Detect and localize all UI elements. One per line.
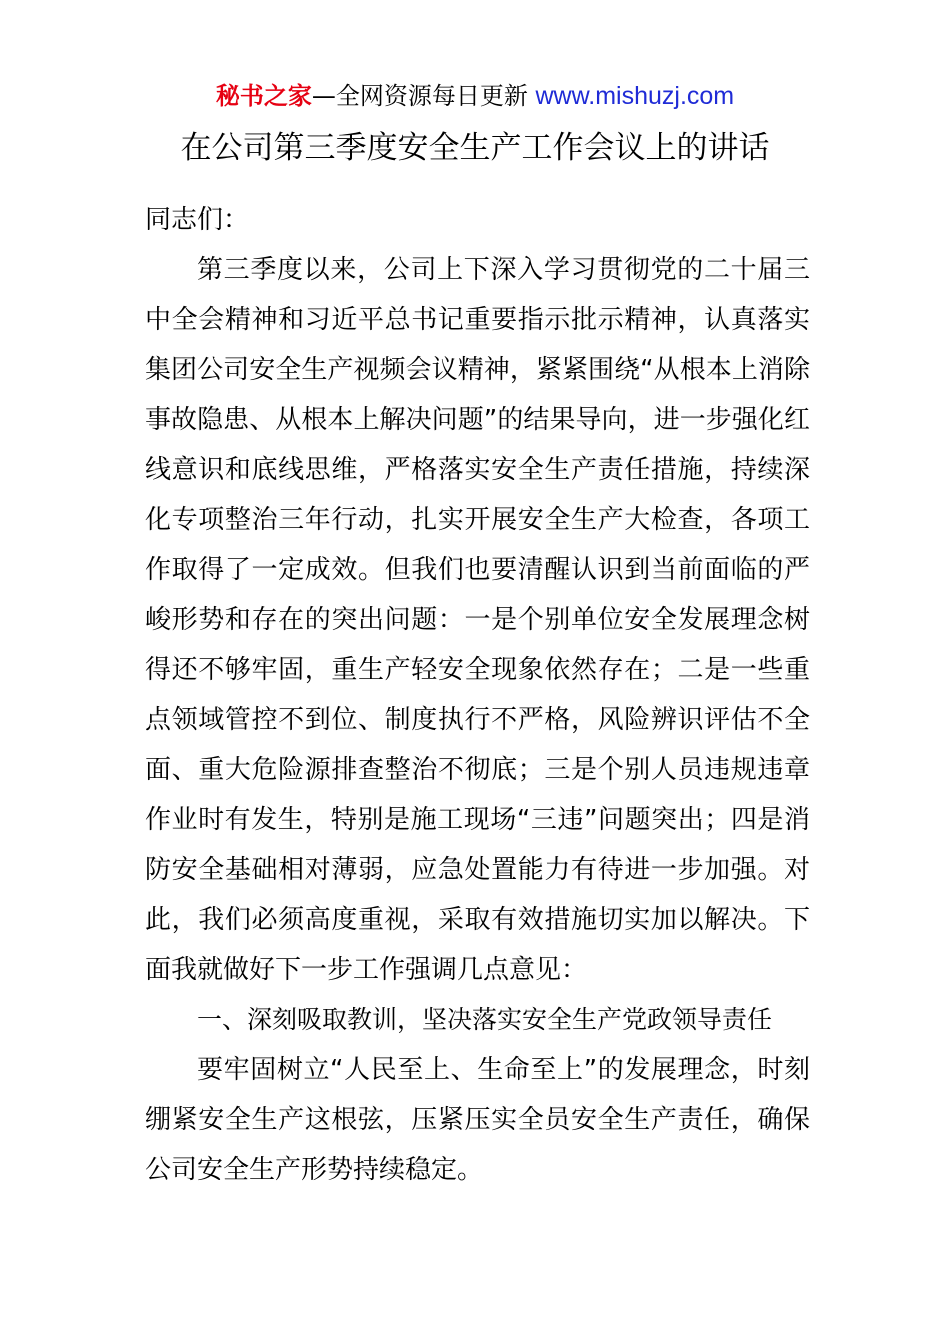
site-url-link[interactable]: www.mishuzj.com xyxy=(535,82,735,110)
salutation: 同志们： xyxy=(145,205,250,235)
site-header xyxy=(0,80,950,112)
brand-name: 秘书之家 xyxy=(215,82,312,110)
body-paragraph: 第三季度以来，公司上下深入学习贯彻党的二十届三中全会精神和习近平总书记重要指示批示精神，认真落实集团公司安全生产视频会议精神，紧紧围绕“从根本上消除事故隐患、从根本上解决问题”的结果导向，进一步强化红线意识和底线思维，严格落实安全生产责任措施，持续深化专项整治三年行动，扎实开展安全生产大检查，各项工作取得了一定成效。但我们也要清醒认识到当前面临的严峻形势和存在的突出问题：一是个别单位安全发展理念树得还不够牢固，重生产轻安全现象依然存在；二是一些重点领域管控不到位、制度执行不严格，风险辨识评估不全面、重大危险源排查整治不彻底；三是个别人员违规违章作业时有发生，特别是施工现场“三违”问题突出；四是消防安全基础相对薄弱，应急处置能力有待进一步加强。对此，我们必须高度重视，采取有效措施切实加以解决。下面我就做好下一步工作强调几点意见： xyxy=(145,255,810,985)
body-paragraph: 要牢固树立“人民至上、生命至上”的发展理念，时刻绷紧安全生产这根弦，压紧压实全员安全生产责任，确保公司安全生产形势持续稳定。 xyxy=(145,1055,810,1185)
document-body xyxy=(145,195,810,1195)
section-heading: 一、深刻吸取教训，坚决落实安全生产党政领导责任 xyxy=(197,1005,773,1034)
site-tagline: —全网资源每日更新 xyxy=(311,82,536,110)
document-title: 在公司第三季度安全生产工作会议上的讲话 xyxy=(180,130,770,166)
